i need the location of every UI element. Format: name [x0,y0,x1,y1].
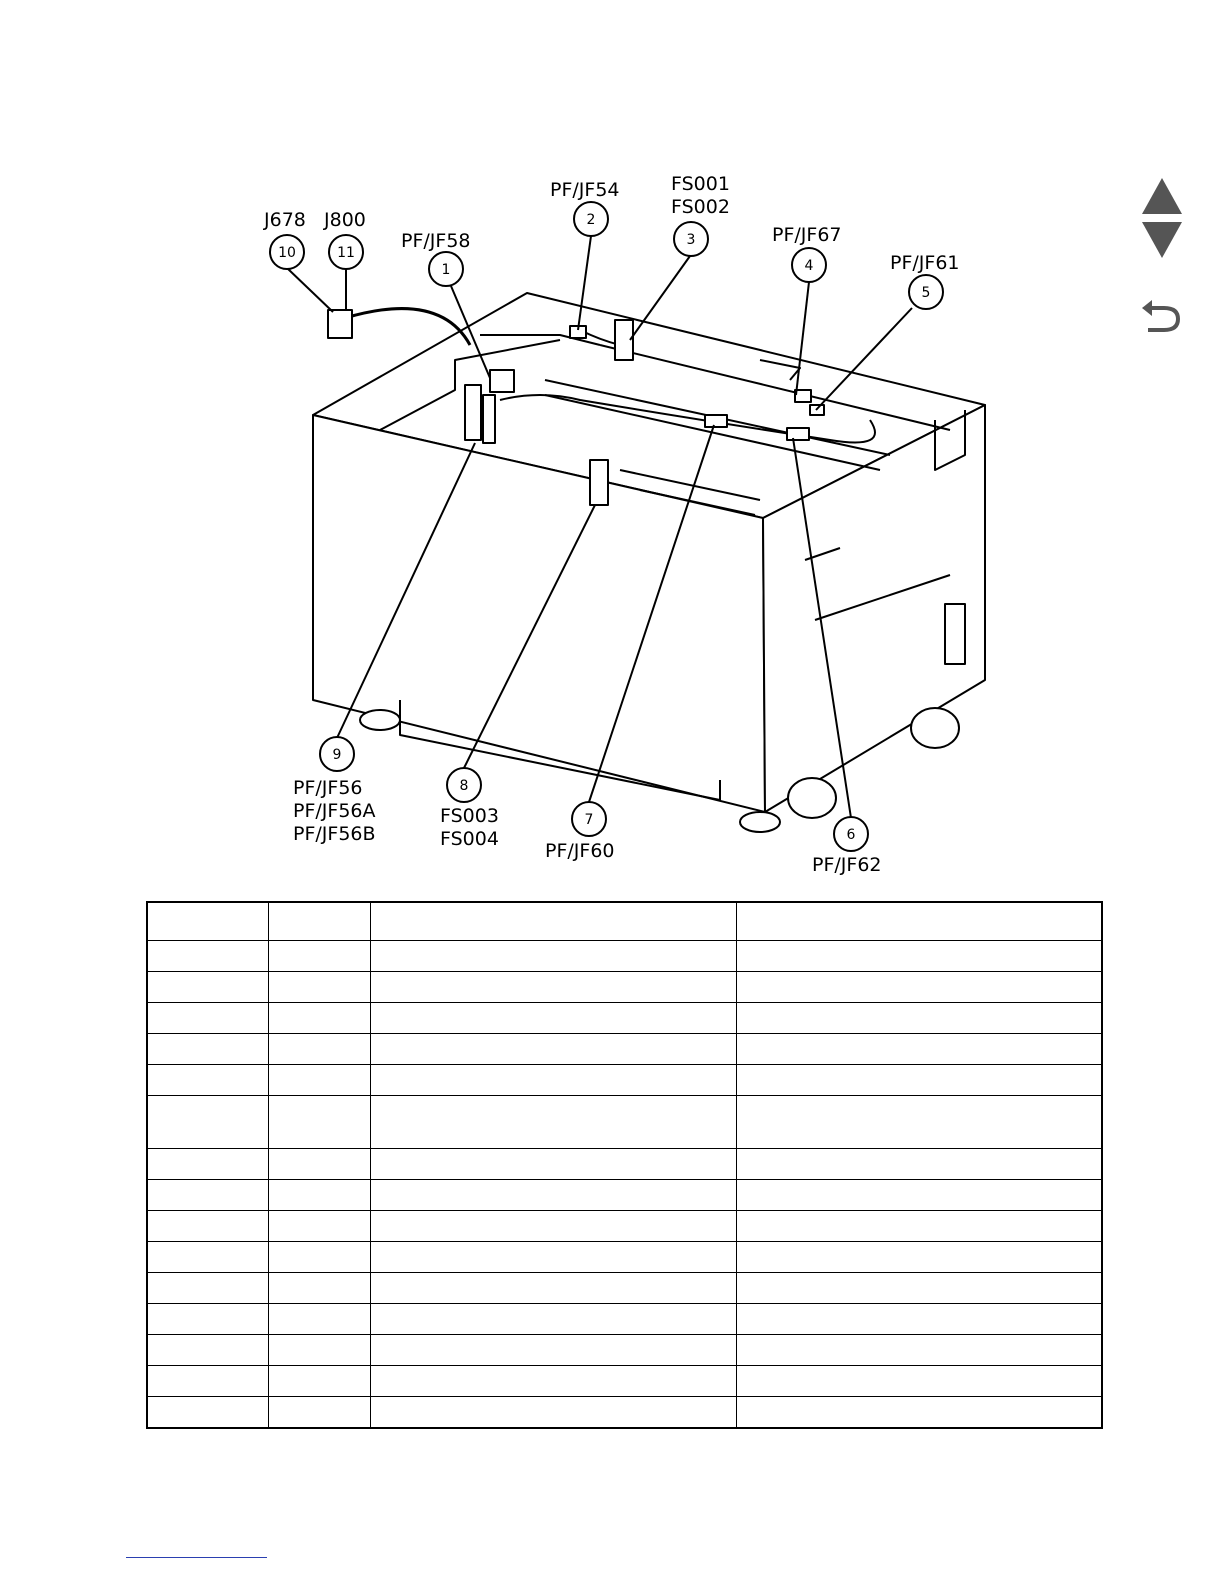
table-cell [268,941,370,972]
callout-label: FS003 [440,805,499,827]
table-row [147,1397,1102,1429]
table-row [147,1335,1102,1366]
table-cell [736,1096,1102,1149]
callout-number: 11 [337,245,355,261]
table-row [147,1304,1102,1335]
footer-link-underline[interactable] [126,1557,267,1558]
table-cell [268,902,370,941]
table-row [147,972,1102,1003]
table-cell [268,1034,370,1065]
table-cell [268,1149,370,1180]
table-cell [268,1273,370,1304]
table-row [147,1211,1102,1242]
table-cell [736,1273,1102,1304]
table-cell [370,1397,736,1429]
table-cell [736,941,1102,972]
table-cell [736,1034,1102,1065]
table-cell [736,1211,1102,1242]
table-cell [736,1003,1102,1034]
table-cell [370,972,736,1003]
callout-7 [545,802,615,862]
table-cell [370,1003,736,1034]
table-cell [370,1096,736,1149]
table-cell [370,1273,736,1304]
callout-label: FS001 [671,173,730,195]
table-cell [370,1065,736,1096]
table-cell [736,1180,1102,1211]
callout-number: 2 [586,212,596,228]
table-cell [268,1397,370,1429]
table-cell [736,902,1102,941]
callout-number: 5 [921,285,931,301]
callout-label: PF/JF56A [293,800,376,822]
table-cell [147,1096,268,1149]
table-cell [370,1149,736,1180]
callout-number: 7 [584,812,594,828]
table-cell [268,1003,370,1034]
table-cell [147,941,268,972]
table-row [147,1366,1102,1397]
callout-11 [323,209,366,269]
callout-label: PF/JF60 [545,840,615,862]
table-cell [736,1242,1102,1273]
callout-9 [293,737,376,845]
table-cell [147,972,268,1003]
table-cell [147,1211,268,1242]
table-cell [268,1180,370,1211]
callout-label: PF/JF56 [293,777,363,799]
cabinet-drawing [313,293,985,832]
callout-label: J800 [324,209,366,231]
table-cell [370,1242,736,1273]
callout-number: 8 [459,778,469,794]
table-cell [736,1304,1102,1335]
table-cell [736,1397,1102,1429]
table-cell [268,972,370,1003]
callout-number: 3 [686,232,696,248]
table-cell [736,1335,1102,1366]
table-cell [268,1065,370,1096]
table-cell [147,1065,268,1096]
table-cell [736,972,1102,1003]
callout-3 [671,173,730,256]
table-cell [370,1180,736,1211]
table-cell [736,1149,1102,1180]
table-cell [370,1304,736,1335]
table-cell [268,1211,370,1242]
table-cell [370,1034,736,1065]
callout-label: FS002 [671,196,730,218]
table-cell [370,1335,736,1366]
table-cell [147,1242,268,1273]
callout-5 [890,252,960,309]
table-row [147,1149,1102,1180]
callout-label: J678 [264,209,306,231]
table-cell [370,941,736,972]
callout-number: 1 [441,262,451,278]
table-row [147,1065,1102,1096]
table-cell [736,1065,1102,1096]
callout-6 [812,817,882,876]
table-cell [147,1397,268,1429]
table-cell [370,902,736,941]
callout-8 [440,768,499,850]
connector-table [146,901,1103,1429]
table-row [147,902,1102,941]
table-cell [147,1304,268,1335]
table-row [147,1096,1102,1149]
table-row [147,941,1102,972]
table-row [147,1242,1102,1273]
table-cell [268,1366,370,1397]
table-cell [147,1335,268,1366]
table-cell [147,1180,268,1211]
callout-2 [550,179,620,236]
table-cell [147,1003,268,1034]
callout-number: 4 [804,258,814,274]
callout-4 [772,224,842,282]
callout-label: FS004 [440,828,499,850]
callout-number: 9 [332,747,342,763]
callout-label: PF/JF54 [550,179,620,201]
table-cell [147,1149,268,1180]
callout-label: PF/JF56B [293,823,376,845]
table-row [147,1273,1102,1304]
callout-label: PF/JF61 [890,252,960,274]
callout-number: 10 [278,245,296,261]
callout-label: PF/JF62 [812,854,882,876]
callout-label: PF/JF67 [772,224,842,246]
callout-10 [263,209,306,269]
table-cell [147,902,268,941]
table-cell [736,1366,1102,1397]
table-cell [147,1366,268,1397]
table-cell [147,1273,268,1304]
callout-label: PF/JF58 [401,230,471,252]
table-cell [268,1096,370,1149]
callout-1 [401,230,471,286]
table-cell [147,1034,268,1065]
table-cell [370,1366,736,1397]
table-row [147,1180,1102,1211]
table-cell [268,1242,370,1273]
table-cell [268,1304,370,1335]
callout-number: 6 [846,827,856,843]
table-row [147,1003,1102,1034]
table-row [147,1034,1102,1065]
table-cell [268,1335,370,1366]
table-cell [370,1211,736,1242]
